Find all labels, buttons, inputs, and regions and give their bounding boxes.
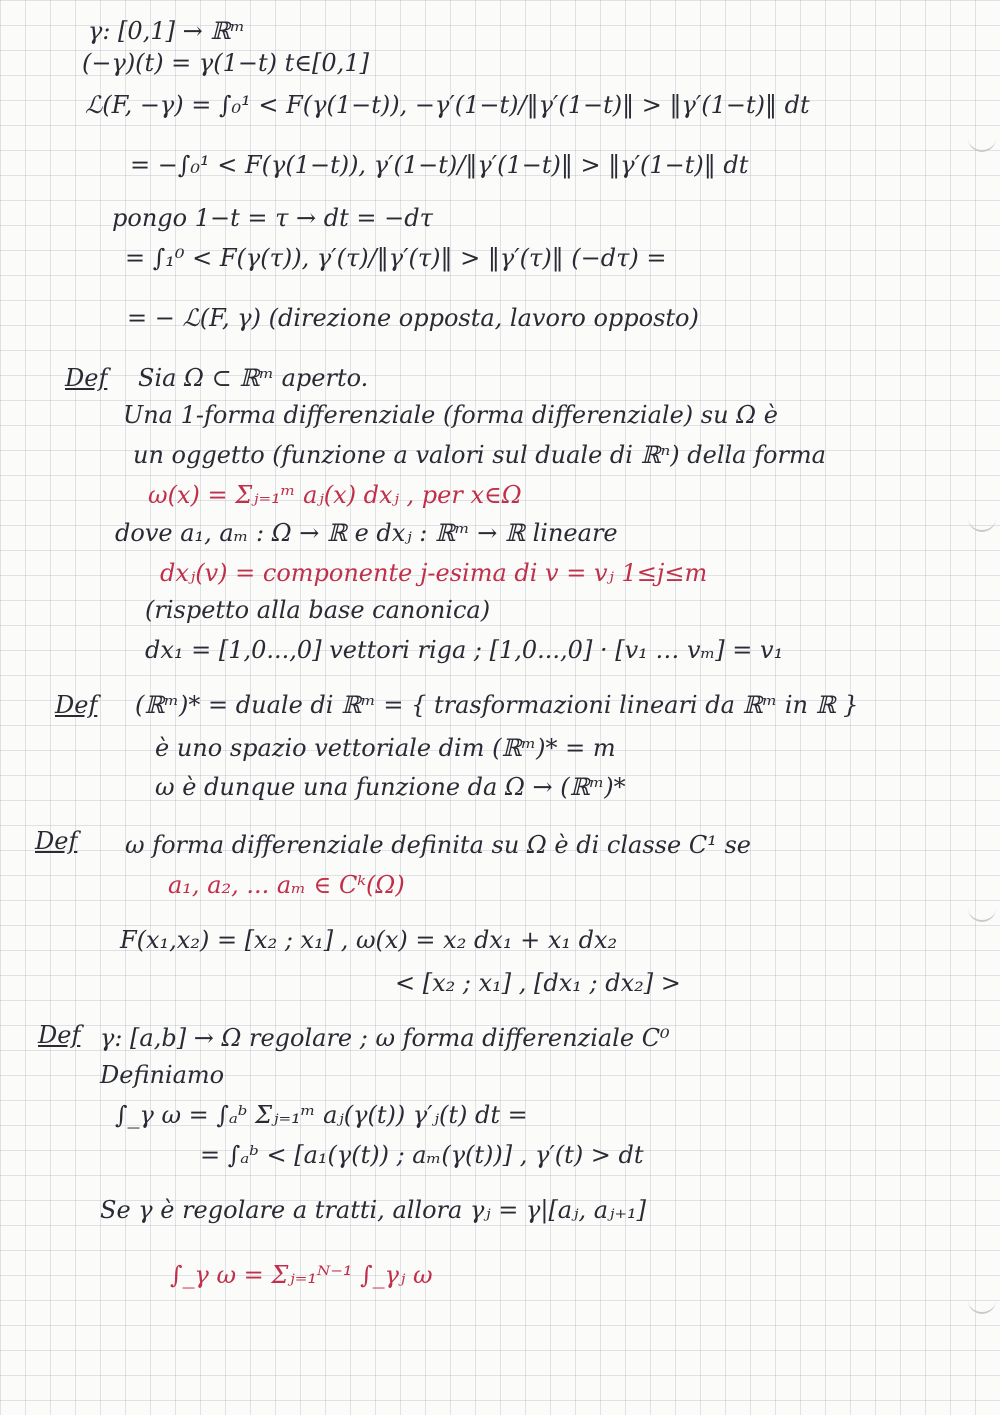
note-line-8: Sia Ω ⊂ ℝᵐ aperto. xyxy=(138,364,369,392)
note-line-19: ω forma differenziale definita su Ω è di classe C¹ se xyxy=(125,831,751,859)
note-line-17: è uno spazio vettoriale dim (ℝᵐ)* = m xyxy=(155,734,616,762)
note-line-11: ω(x) = Σⱼ₌₁ᵐ aⱼ(x) dxⱼ , per x∈Ω xyxy=(148,481,522,509)
note-line-23: γ: [a,b] → Ω regolare ; ω forma differenziale C⁰ xyxy=(100,1024,670,1052)
note-line-28: ∫_γ ω = Σⱼ₌₁ᴺ⁻¹ ∫_γⱼ ω xyxy=(170,1261,433,1289)
note-line-21: F(x₁,x₂) = [x₂ ; x₁] , ω(x) = x₂ dx₁ + x₁ dx₂ xyxy=(120,926,618,954)
note-line-24: Definiamo xyxy=(100,1061,225,1089)
note-line-13: dxⱼ(v) = componente j-esima di v = vⱼ 1≤j≤m xyxy=(160,559,708,587)
note-line-12: dove a₁, aₘ : Ω → ℝ e dxⱼ : ℝᵐ → ℝ lineare xyxy=(115,519,618,547)
note-line-27: Se γ è regolare a tratti, allora γⱼ = γ|[aⱼ, aⱼ₊₁] xyxy=(100,1196,647,1224)
note-line-14: (rispetto alla base canonica) xyxy=(145,596,491,624)
punch-hole xyxy=(968,1290,996,1314)
def-margin-label: Def xyxy=(38,1021,81,1049)
def-margin-label: Def xyxy=(35,827,78,855)
def-margin-label: Def xyxy=(55,691,98,719)
note-line-18: ω è dunque una funzione da Ω → (ℝᵐ)* xyxy=(155,773,626,801)
def-margin-label: Def xyxy=(65,364,108,392)
note-line-16: (ℝᵐ)* = duale di ℝᵐ = { trasformazioni lineari da ℝᵐ in ℝ } xyxy=(135,691,859,719)
note-line-25: ∫_γ ω = ∫ₐᵇ Σⱼ₌₁ᵐ aⱼ(γ(t)) γ′ⱼ(t) dt = xyxy=(115,1101,528,1129)
punch-hole xyxy=(968,128,996,152)
note-line-6: = ∫₁⁰ < F(γ(τ)), γ′(τ)/‖γ′(τ)‖ > ‖γ′(τ)‖ (−dτ) = xyxy=(125,244,667,272)
note-line-15: dx₁ = [1,0...,0] vettori riga ; [1,0...,0] · [v₁ … vₘ] = v₁ xyxy=(145,636,784,664)
note-line-2: (−γ)(t) = γ(1−t) t∈[0,1] xyxy=(82,49,369,77)
note-line-5: pongo 1−t = τ → dt = −dτ xyxy=(112,204,433,232)
note-line-4: = −∫₀¹ < F(γ(1−t)), γ′(1−t)/‖γ′(1−t)‖ > ‖γ′(1−t)‖ dt xyxy=(130,151,749,179)
note-line-1: γ: [0,1] → ℝᵐ xyxy=(88,17,245,45)
note-line-3: ℒ(F, −γ) = ∫₀¹ < F(γ(1−t)), −γ′(1−t)/‖γ′(1−t)‖ > ‖γ′(1−t)‖ dt xyxy=(85,91,810,119)
punch-hole xyxy=(968,508,996,532)
note-line-9: Una 1-forma differenziale (forma differenziale) su Ω è xyxy=(123,401,778,429)
note-line-26: = ∫ₐᵇ < [a₁(γ(t)) ; aₘ(γ(t))] , γ′(t) > dt xyxy=(200,1141,644,1169)
note-line-10: un oggetto (funzione a valori sul duale di ℝⁿ) della forma xyxy=(133,441,826,469)
note-line-20: a₁, a₂, ... aₘ ∈ Cᵏ(Ω) xyxy=(168,871,405,899)
note-line-22: < [x₂ ; x₁] , [dx₁ ; dx₂] > xyxy=(395,969,681,997)
note-line-7: = − ℒ(F, γ) (direzione opposta, lavoro opposto) xyxy=(127,304,699,332)
punch-hole xyxy=(968,898,996,922)
